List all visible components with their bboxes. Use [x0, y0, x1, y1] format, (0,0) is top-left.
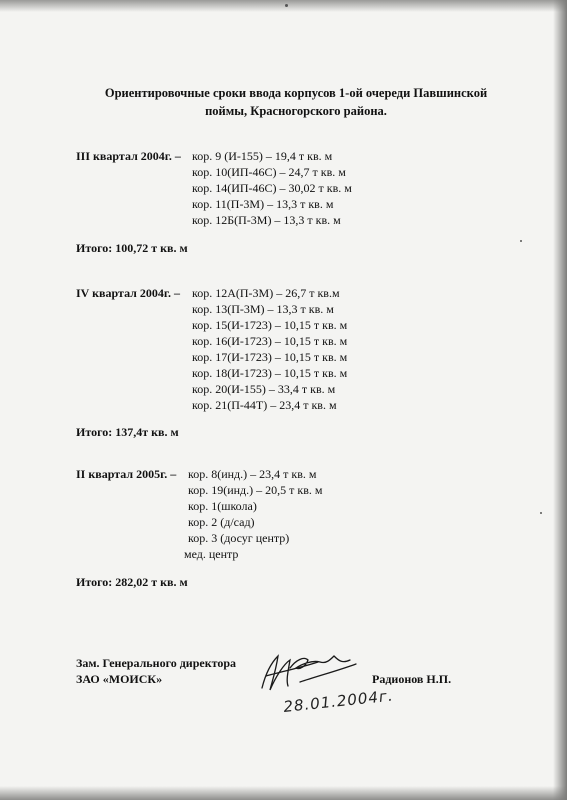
signer-position: Зам. Генерального директора: [76, 656, 237, 670]
section-label: II квартал 2005г. –: [76, 467, 177, 481]
list-item: кор. 12Б(П-3М) – 13,3 т кв. м: [192, 213, 341, 227]
list-item: кор. 2 (д/сад): [188, 515, 255, 529]
list-item: кор. 8(инд.) – 23,4 т кв. м: [188, 467, 317, 481]
list-item: кор. 14(ИП-46С) – 30,02 т кв. м: [192, 181, 352, 195]
scan-speck: [520, 240, 522, 242]
scan-shadow-top: [0, 0, 567, 12]
list-item: кор. 20(И-155) – 33,4 т кв. м: [192, 382, 336, 396]
handwritten-date: 28.01.2004г.: [282, 686, 395, 716]
scan-speck: [540, 512, 542, 514]
list-item: кор. 10(ИП-46С) – 24,7 т кв. м: [192, 165, 346, 179]
list-item: кор. 3 (досуг центр): [188, 531, 290, 545]
section-total: Итого: 282,02 т кв. м: [76, 575, 188, 589]
list-item: кор. 12А(П-3М) – 26,7 т кв.м: [192, 286, 340, 300]
scan-shadow-right: [553, 0, 567, 800]
list-item: кор. 16(И-1723) – 10,15 т кв. м: [192, 334, 348, 348]
list-item: кор. 1(школа): [188, 499, 257, 513]
document-title: Ориентировочные сроки ввода корпусов 1-ой очереди Павшинской поймы, Красногорского района.: [104, 86, 488, 118]
scan-shadow-bottom: [0, 786, 567, 800]
section-label: IV квартал 2004г. –: [76, 286, 181, 300]
list-item: кор. 15(И-1723) – 10,15 т кв. м: [192, 318, 348, 332]
list-item: кор. 11(П-3М) – 13,3 т кв. м: [192, 197, 334, 211]
signature-scribble: [262, 656, 356, 690]
list-item: кор. 13(П-3М) – 13,3 т кв. м: [192, 302, 334, 316]
section-total: Итого: 137,4т кв. м: [76, 425, 179, 439]
list-item: кор. 17(И-1723) – 10,15 т кв. м: [192, 350, 348, 364]
list-item: кор. 9 (И-155) – 19,4 т кв. м: [192, 149, 333, 163]
list-item: кор. 21(П-44Т) – 23,4 т кв. м: [192, 398, 337, 412]
section-total: Итого: 100,72 т кв. м: [76, 241, 188, 255]
signer-name: Радионов Н.П.: [372, 672, 452, 686]
section-label: III квартал 2004г. –: [76, 149, 181, 163]
list-item: кор. 18(И-1723) – 10,15 т кв. м: [192, 366, 348, 380]
scan-speck: [285, 4, 288, 7]
signer-company: ЗАО «МОИСК»: [76, 672, 163, 686]
list-item: мед. центр: [184, 547, 239, 561]
list-item: кор. 19(инд.) – 20,5 т кв. м: [188, 483, 323, 497]
